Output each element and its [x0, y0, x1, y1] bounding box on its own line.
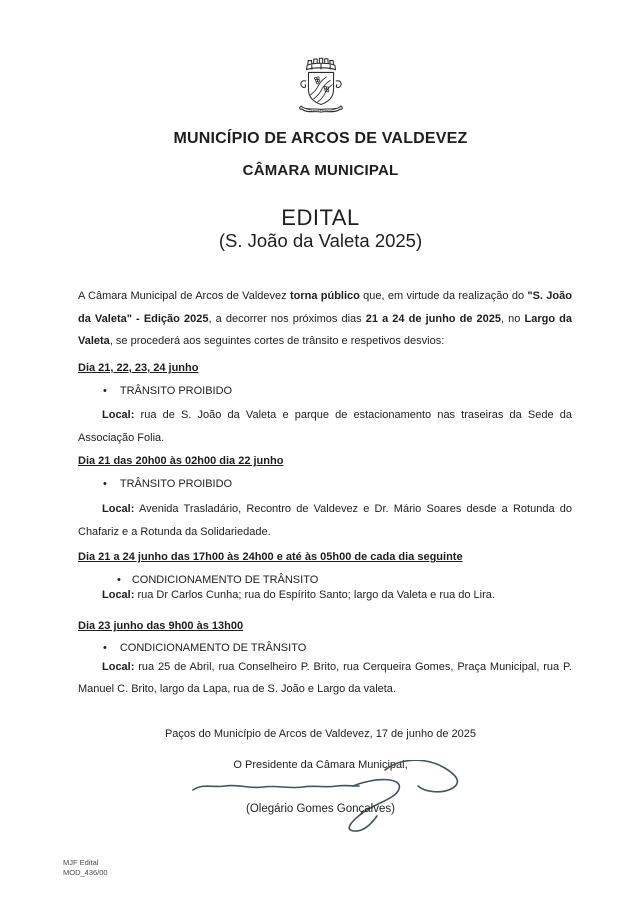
signer-title: O Presidente da Câmara Municipal,	[233, 759, 408, 771]
section-1-restriction	[78, 384, 572, 398]
restriction-label: TRÂNSITO PROIBIDO	[119, 385, 233, 397]
document-subtitle: (S. João da Valeta 2025)	[218, 230, 423, 251]
section-4-restriction	[78, 641, 572, 655]
section-1-local: Local: rua de S. João da Valeta e parque de estacionamento nas traseiras da Sede da Associação Folia.	[78, 409, 572, 444]
section-2-restriction	[78, 477, 572, 491]
section-2-local: Local: Avenida Trasladário, Recontro de Valdevez e Dr. Mário Soares desde a Rotunda do Chafariz e a Rotunda da Solidariedade.	[78, 503, 572, 538]
section-4-local: Local: rua 25 de Abril, rua Conselheiro P. Brito, rua Cerqueira Gomes, Praça Municipal, rua P. Manuel C. Brito, largo da Lapa, rua de S. João e Largo da valeta.	[78, 661, 572, 695]
restriction-label: TRÂNSITO PROIBIDO	[119, 478, 233, 490]
form-reference-line1: MJF Edital	[63, 858, 99, 867]
council-name: CÂMARA MUNICIPAL	[242, 162, 399, 179]
section-1-heading: Dia 21, 22, 23, 24 junho	[78, 362, 199, 374]
section-4-heading: Dia 23 junho das 9h00 às 13h00	[78, 620, 244, 632]
document-title: EDITAL	[281, 205, 360, 230]
bullet-icon: •	[103, 642, 107, 654]
restriction-label: CONDICIONAMENTO DE TRÂNSITO	[119, 642, 307, 654]
restriction-label: CONDICIONAMENTO DE TRÂNSITO	[131, 574, 319, 586]
municipal-crest-icon	[288, 53, 354, 117]
bullet-icon: •	[117, 574, 121, 586]
municipality-name: MUNICÍPIO DE ARCOS DE VALDEVEZ	[173, 130, 468, 147]
form-reference-line2: MOD_436/00	[63, 867, 108, 877]
signer-name: (Olegário Gomes Gonçalves)	[246, 803, 395, 815]
bullet-icon: •	[103, 478, 107, 490]
form-reference	[63, 858, 108, 877]
intro-paragraph: A Câmara Municipal de Arcos de Valdevez torna público que, em virtude da realização do "S. João da Valeta" - Edição 2025, a decorrer nos próximos dias 21 a 24 de junho de 2025, no Largo da Valeta, se procederá aos seguintes cortes de trânsito e respetivos desvios:	[78, 290, 573, 347]
section-3-restriction	[78, 573, 572, 587]
section-3-heading: Dia 21 a 24 junho das 17h00 às 24h00 e até às 05h00 de cada dia seguinte	[78, 551, 463, 563]
bullet-icon: •	[103, 385, 107, 397]
place-date-line: Paços do Município de Arcos de Valdevez, 17 de junho de 2025	[164, 728, 477, 740]
section-3-local: Local: rua Dr Carlos Cunha; rua do Espírito Santo; largo da Valeta e rua do Lira.	[102, 589, 495, 601]
section-2-heading: Dia 21 das 20h00 às 02h00 dia 22 junho	[78, 455, 284, 467]
